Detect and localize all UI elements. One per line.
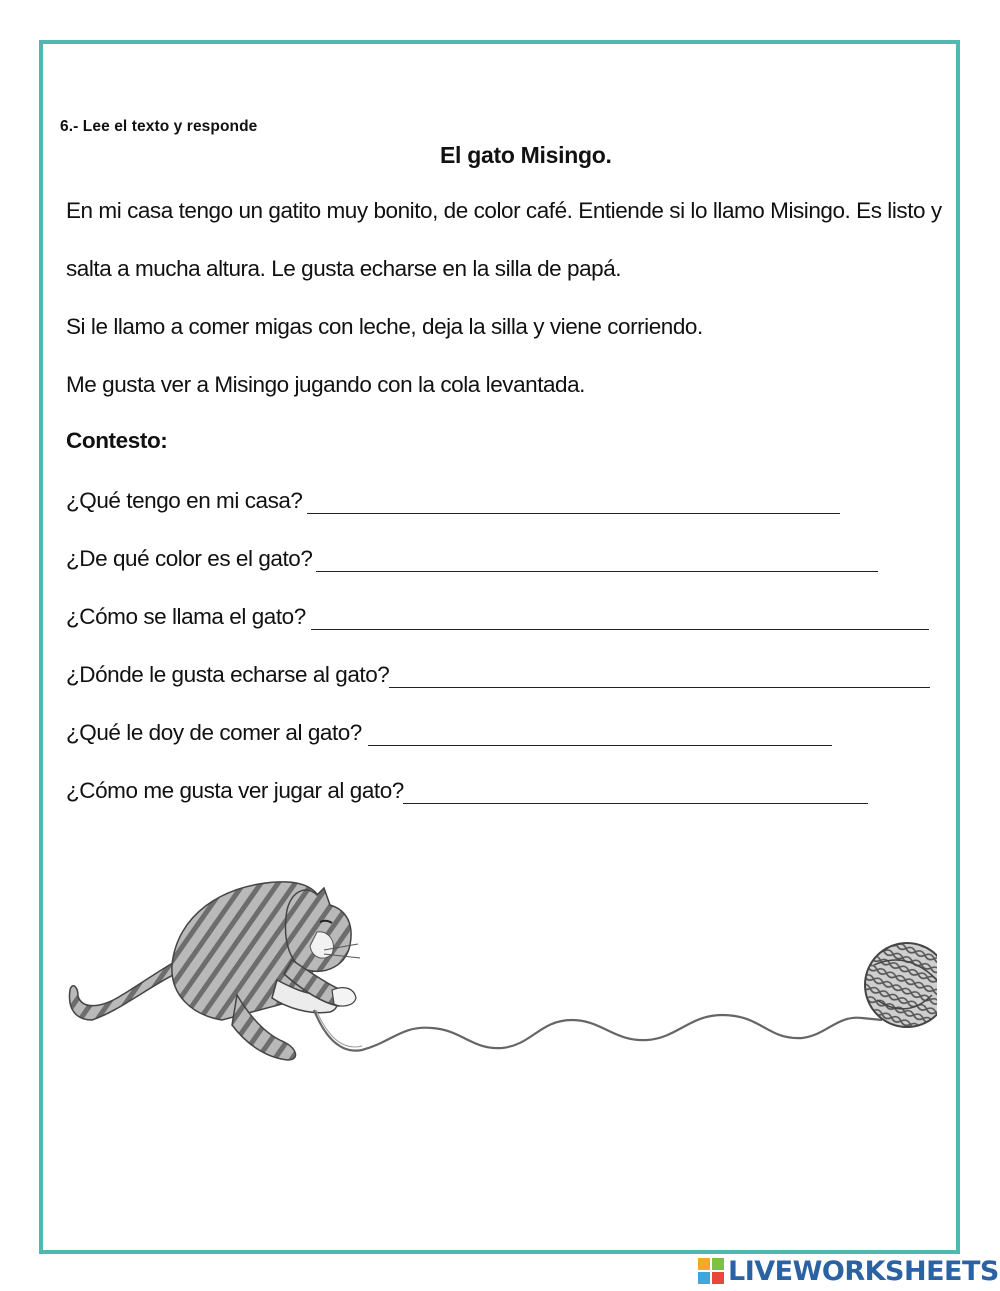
question-label: ¿De qué color es el gato? <box>66 546 313 571</box>
answer-line[interactable] <box>389 687 930 688</box>
logo-text: LIVEWORKSHEETS <box>728 1255 999 1287</box>
question-label: ¿Dónde le gusta echarse al gato? <box>66 662 390 687</box>
story-line: Me gusta ver a Misingo jugando con la cola levantada. <box>66 372 585 397</box>
question-label: ¿Qué le doy de comer al gato? <box>66 720 362 745</box>
answer-line[interactable] <box>403 803 868 804</box>
answer-line[interactable] <box>307 513 840 514</box>
story-line: Si le llamo a comer migas con leche, deja la silla y viene corriendo. <box>66 314 703 339</box>
instruction-text: 6.- Lee el texto y responde <box>60 118 258 135</box>
kitten-yarn-illustration <box>62 870 937 1080</box>
answer-line[interactable] <box>368 745 832 746</box>
answer-line[interactable] <box>316 571 878 572</box>
liveworksheets-logo-icon <box>698 1258 724 1284</box>
answer-heading: Contesto: <box>66 428 168 453</box>
question-label: ¿Cómo me gusta ver jugar al gato? <box>66 778 404 803</box>
question-label: ¿Qué tengo en mi casa? <box>66 488 303 513</box>
story-line: En mi casa tengo un gatito muy bonito, de color café. Entiende si lo llamo Misingo. Es listo y <box>66 198 942 223</box>
question-label: ¿Cómo se llama el gato? <box>66 604 306 629</box>
story-title: El gato Misingo. <box>440 142 612 168</box>
liveworksheets-logo[interactable] <box>698 1254 999 1288</box>
answer-line[interactable] <box>311 629 929 630</box>
story-line: salta a mucha altura. Le gusta echarse en la silla de papá. <box>66 256 622 281</box>
